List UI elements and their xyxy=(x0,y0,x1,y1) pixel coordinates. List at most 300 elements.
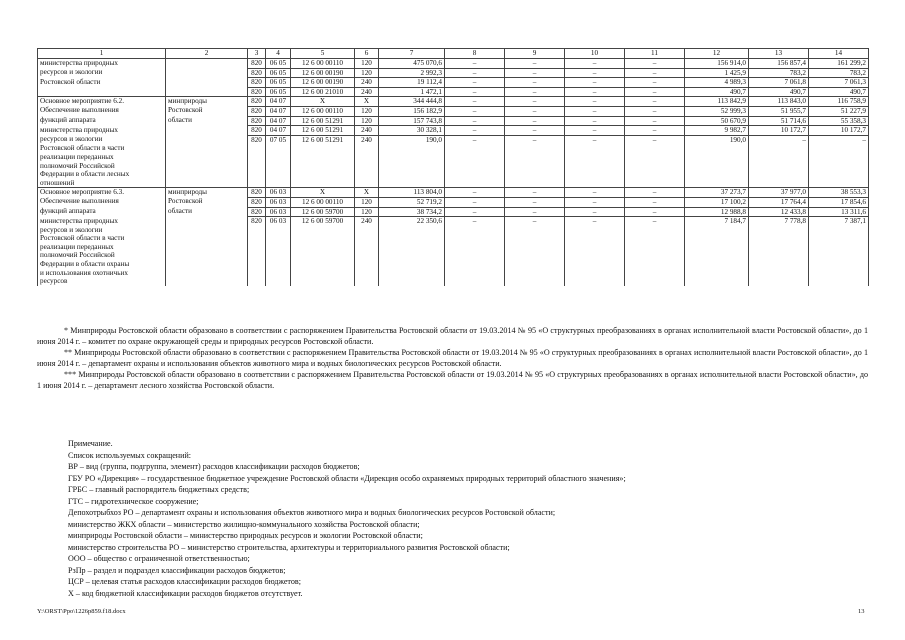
empty-cell xyxy=(625,251,685,260)
empty-cell xyxy=(266,277,291,286)
cell-c13: 783,2 xyxy=(749,68,809,78)
cell-c13: 37 977,0 xyxy=(749,188,809,198)
column-header: 4 xyxy=(266,49,291,59)
cell-c10: – xyxy=(565,116,625,126)
empty-cell xyxy=(266,144,291,153)
abbreviation-item: ООО – общество с ограниченной ответственностью; xyxy=(68,554,250,563)
empty-cell xyxy=(625,179,685,188)
cell-c12: 1 425,9 xyxy=(685,68,749,78)
empty-cell xyxy=(355,234,379,243)
empty-cell xyxy=(166,251,248,260)
row-name-cell: министерства природных xyxy=(38,217,166,226)
empty-cell xyxy=(379,251,445,260)
cell-c4: 06 03 xyxy=(266,188,291,198)
footnotes xyxy=(37,326,868,391)
empty-cell xyxy=(166,144,248,153)
cell-c7: 475 070,6 xyxy=(379,59,445,69)
empty-cell xyxy=(749,251,809,260)
empty-cell xyxy=(809,277,869,286)
empty-cell xyxy=(291,170,355,179)
cell-c8: – xyxy=(445,106,505,116)
empty-cell xyxy=(505,144,565,153)
empty-cell xyxy=(166,170,248,179)
table-row-continuation xyxy=(38,277,869,286)
empty-cell xyxy=(505,251,565,260)
empty-cell xyxy=(166,234,248,243)
empty-cell xyxy=(248,162,266,171)
note-heading: Примечание. xyxy=(68,439,113,448)
cell-c4: 06 03 xyxy=(266,197,291,207)
empty-cell xyxy=(291,144,355,153)
cell-c12: 4 989,3 xyxy=(685,78,749,88)
cell-c13: 51 955,7 xyxy=(749,106,809,116)
cell-c14: 10 172,7 xyxy=(809,126,869,136)
cell-c8: – xyxy=(445,135,505,144)
cell-c4: 07 05 xyxy=(266,135,291,144)
empty-cell xyxy=(291,162,355,171)
empty-cell xyxy=(266,234,291,243)
column-header: 9 xyxy=(505,49,565,59)
cell-c13: 7 061,8 xyxy=(749,78,809,88)
column-header: 1 xyxy=(38,49,166,59)
table-row xyxy=(38,78,869,88)
cell-c6: 120 xyxy=(355,59,379,69)
cell-c3: 820 xyxy=(248,97,266,107)
empty-cell xyxy=(445,179,505,188)
empty-cell xyxy=(505,243,565,252)
empty-cell xyxy=(291,269,355,278)
cell-c9: – xyxy=(505,97,565,107)
empty-cell xyxy=(248,260,266,269)
empty-cell xyxy=(166,277,248,286)
cell-c13: 12 433,8 xyxy=(749,207,809,217)
column-header: 14 xyxy=(809,49,869,59)
empty-cell xyxy=(809,162,869,171)
table-row-continuation xyxy=(38,243,869,252)
empty-cell xyxy=(809,260,869,269)
empty-cell xyxy=(505,162,565,171)
cell-c14: 13 311,6 xyxy=(809,207,869,217)
column-header: 3 xyxy=(248,49,266,59)
empty-cell xyxy=(266,251,291,260)
cell-c10: – xyxy=(565,106,625,116)
empty-cell xyxy=(809,234,869,243)
cell-c7: 157 743,8 xyxy=(379,116,445,126)
empty-cell xyxy=(685,153,749,162)
cell-c13: 51 714,6 xyxy=(749,116,809,126)
empty-cell xyxy=(266,179,291,188)
cell-c11: – xyxy=(625,135,685,144)
cell-c13: 490,7 xyxy=(749,87,809,97)
empty-cell xyxy=(749,226,809,235)
cell-c5: 12 6 00 00110 xyxy=(291,106,355,116)
empty-cell xyxy=(685,243,749,252)
cell-c5: 12 6 00 00110 xyxy=(291,59,355,69)
empty-cell xyxy=(379,179,445,188)
row-org-cell: области xyxy=(166,207,248,217)
cell-c9: – xyxy=(505,116,565,126)
empty-cell xyxy=(166,243,248,252)
empty-cell xyxy=(266,269,291,278)
empty-cell xyxy=(749,269,809,278)
cell-c8: – xyxy=(445,188,505,198)
table-row xyxy=(38,116,869,126)
cell-c12: 7 184,7 xyxy=(685,217,749,226)
cell-c9: – xyxy=(505,135,565,144)
empty-cell xyxy=(565,153,625,162)
table-row xyxy=(38,97,869,107)
empty-cell xyxy=(445,170,505,179)
row-org-cell xyxy=(166,217,248,226)
table-row xyxy=(38,197,869,207)
cell-c3: 820 xyxy=(248,78,266,88)
empty-cell xyxy=(445,162,505,171)
cell-c8: – xyxy=(445,197,505,207)
row-name-cell: министерства природных xyxy=(38,59,166,69)
empty-cell xyxy=(809,226,869,235)
cell-c11: – xyxy=(625,87,685,97)
cell-c5: 12 6 00 51291 xyxy=(291,116,355,126)
empty-cell xyxy=(565,251,625,260)
cell-c11: – xyxy=(625,59,685,69)
empty-cell xyxy=(749,179,809,188)
document-path: Y:\ORST\Ppo\1226p859.f18.docx xyxy=(37,608,126,615)
empty-cell xyxy=(166,153,248,162)
abbreviation-item: министерство ЖКХ области – министерство жилищно-коммунального хозяйства Ростовской области; xyxy=(68,519,420,529)
cell-c3: 820 xyxy=(248,68,266,78)
empty-cell xyxy=(505,226,565,235)
empty-cell xyxy=(809,243,869,252)
row-name-cell: Ростовской области в части xyxy=(38,234,166,243)
empty-cell xyxy=(248,251,266,260)
empty-cell xyxy=(445,153,505,162)
row-name-cell: Федерации в области охраны xyxy=(38,260,166,269)
empty-cell xyxy=(266,260,291,269)
row-name-cell: реализации переданных xyxy=(38,243,166,252)
empty-cell xyxy=(505,179,565,188)
cell-c5: Х xyxy=(291,188,355,198)
cell-c7: 156 182,9 xyxy=(379,106,445,116)
cell-c13: – xyxy=(749,135,809,144)
cell-c10: – xyxy=(565,126,625,136)
empty-cell xyxy=(355,170,379,179)
empty-cell xyxy=(809,170,869,179)
empty-cell xyxy=(379,144,445,153)
empty-cell xyxy=(291,260,355,269)
table-row xyxy=(38,68,869,78)
empty-cell xyxy=(166,269,248,278)
cell-c10: – xyxy=(565,59,625,69)
cell-c8: – xyxy=(445,87,505,97)
empty-cell xyxy=(749,162,809,171)
cell-c12: 490,7 xyxy=(685,87,749,97)
empty-cell xyxy=(445,144,505,153)
table-row xyxy=(38,87,869,97)
row-name-cell: ресурсов и экологии xyxy=(38,226,166,235)
cell-c7: 19 112,4 xyxy=(379,78,445,88)
cell-c8: – xyxy=(445,207,505,217)
abbreviation-item: Депохотрыбхоз РО – департамент охраны и использования объектов животного мира и водных биологических ресурсов Ростовской области; xyxy=(68,508,556,517)
column-header: 10 xyxy=(565,49,625,59)
empty-cell xyxy=(291,226,355,235)
budget-table xyxy=(37,48,869,286)
cell-c5: Х xyxy=(291,97,355,107)
empty-cell xyxy=(749,153,809,162)
empty-cell xyxy=(565,170,625,179)
cell-c3: 820 xyxy=(248,59,266,69)
cell-c6: 120 xyxy=(355,68,379,78)
cell-c13: 113 843,0 xyxy=(749,97,809,107)
abbreviation-item: РзПр – раздел и подраздел классификации расходов бюджетов; xyxy=(68,565,286,575)
page-number: 13 xyxy=(858,608,865,615)
table-row xyxy=(38,207,869,217)
cell-c10: – xyxy=(565,68,625,78)
cell-c4: 06 03 xyxy=(266,207,291,217)
cell-c8: – xyxy=(445,59,505,69)
cell-c6: 240 xyxy=(355,78,379,88)
empty-cell xyxy=(355,260,379,269)
cell-c11: – xyxy=(625,207,685,217)
cell-c14: 783,2 xyxy=(809,68,869,78)
empty-cell xyxy=(248,234,266,243)
empty-cell xyxy=(749,260,809,269)
empty-cell xyxy=(355,153,379,162)
footnote-1: * Минприроды Ростовской области образовано в соответствии с распоряжением Правительства Ростовской области от 19.03.2014 № 95 «О структурных преобразованиях в органах исполнительной власти Ростовской области», до 1 июня 2014 г. – комитет по охране окружающей среды и природных ресурсов Ростовской области. xyxy=(37,326,868,346)
cell-c4: 04 07 xyxy=(266,106,291,116)
cell-c14: 490,7 xyxy=(809,87,869,97)
empty-cell xyxy=(355,144,379,153)
table-row-continuation xyxy=(38,162,869,171)
row-name-cell: отношений xyxy=(38,179,166,188)
empty-cell xyxy=(291,234,355,243)
empty-cell xyxy=(379,260,445,269)
cell-c7: 1 472,1 xyxy=(379,87,445,97)
cell-c7: 30 328,1 xyxy=(379,126,445,136)
empty-cell xyxy=(355,179,379,188)
table-row-continuation xyxy=(38,269,869,278)
empty-cell xyxy=(809,251,869,260)
row-name-cell: реализации переданных xyxy=(38,153,166,162)
row-org-cell xyxy=(166,87,248,97)
cell-c3: 820 xyxy=(248,188,266,198)
empty-cell xyxy=(266,162,291,171)
cell-c7: 344 444,8 xyxy=(379,97,445,107)
empty-cell xyxy=(166,260,248,269)
empty-cell xyxy=(445,277,505,286)
cell-c7: 2 992,3 xyxy=(379,68,445,78)
cell-c12: 50 670,9 xyxy=(685,116,749,126)
empty-cell xyxy=(685,162,749,171)
cell-c4: 04 07 xyxy=(266,116,291,126)
empty-cell xyxy=(625,170,685,179)
cell-c3: 820 xyxy=(248,87,266,97)
cell-c14: 55 358,3 xyxy=(809,116,869,126)
empty-cell xyxy=(266,226,291,235)
cell-c4: 06 05 xyxy=(266,59,291,69)
empty-cell xyxy=(266,170,291,179)
cell-c9: – xyxy=(505,87,565,97)
empty-cell xyxy=(505,170,565,179)
cell-c11: – xyxy=(625,126,685,136)
table-row-continuation xyxy=(38,153,869,162)
empty-cell xyxy=(505,277,565,286)
empty-cell xyxy=(248,226,266,235)
cell-c4: 06 05 xyxy=(266,87,291,97)
row-name-cell: Основное мероприятие 6.3. xyxy=(38,188,166,198)
empty-cell xyxy=(379,234,445,243)
row-name-cell: Ростовской области в части xyxy=(38,144,166,153)
empty-cell xyxy=(248,144,266,153)
empty-cell xyxy=(685,251,749,260)
table-row xyxy=(38,106,869,116)
cell-c4: 04 07 xyxy=(266,97,291,107)
row-name-cell: полномочий Российской xyxy=(38,162,166,171)
table-row-continuation xyxy=(38,234,869,243)
cell-c6: Х xyxy=(355,188,379,198)
empty-cell xyxy=(685,260,749,269)
row-org-cell xyxy=(166,126,248,136)
empty-cell xyxy=(625,269,685,278)
empty-cell xyxy=(266,243,291,252)
cell-c5: 12 6 00 51291 xyxy=(291,135,355,144)
empty-cell xyxy=(379,277,445,286)
empty-cell xyxy=(248,243,266,252)
cell-c3: 820 xyxy=(248,197,266,207)
cell-c10: – xyxy=(565,78,625,88)
abbreviation-item: ЦСР – целевая статья расходов классификации расходов бюджетов; xyxy=(68,577,301,586)
cell-c14: 17 854,6 xyxy=(809,197,869,207)
empty-cell xyxy=(505,153,565,162)
column-header: 2 xyxy=(166,49,248,59)
empty-cell xyxy=(505,269,565,278)
row-org-cell xyxy=(166,68,248,78)
table-row xyxy=(38,217,869,226)
empty-cell xyxy=(685,144,749,153)
cell-c4: 04 07 xyxy=(266,126,291,136)
empty-cell xyxy=(809,153,869,162)
empty-cell xyxy=(625,162,685,171)
cell-c6: 240 xyxy=(355,87,379,97)
cell-c6: 240 xyxy=(355,126,379,136)
cell-c10: – xyxy=(565,217,625,226)
cell-c11: – xyxy=(625,217,685,226)
empty-cell xyxy=(565,162,625,171)
row-name-cell: министерства природных xyxy=(38,126,166,136)
row-org-cell: минприроды xyxy=(166,188,248,198)
empty-cell xyxy=(355,251,379,260)
row-name-cell: Ростовской области xyxy=(38,78,166,88)
empty-cell xyxy=(685,179,749,188)
empty-cell xyxy=(248,277,266,286)
cell-c12: 12 988,8 xyxy=(685,207,749,217)
abbreviation-item: минприроды Ростовской области – министерство природных ресурсов и экологии Ростовской области; xyxy=(68,531,423,540)
empty-cell xyxy=(166,162,248,171)
cell-c9: – xyxy=(505,126,565,136)
row-name-cell: ресурсов xyxy=(38,277,166,286)
cell-c11: – xyxy=(625,68,685,78)
cell-c6: 120 xyxy=(355,197,379,207)
row-name-cell: Основное мероприятие 6.2. xyxy=(38,97,166,107)
empty-cell xyxy=(625,153,685,162)
cell-c9: – xyxy=(505,78,565,88)
empty-cell xyxy=(355,162,379,171)
empty-cell xyxy=(379,153,445,162)
empty-cell xyxy=(625,226,685,235)
table-row-continuation xyxy=(38,260,869,269)
empty-cell xyxy=(379,226,445,235)
empty-cell xyxy=(291,179,355,188)
cell-c6: 120 xyxy=(355,106,379,116)
cell-c14: 38 553,3 xyxy=(809,188,869,198)
cell-c9: – xyxy=(505,106,565,116)
empty-cell xyxy=(248,170,266,179)
empty-cell xyxy=(291,243,355,252)
empty-cell xyxy=(809,144,869,153)
column-header: 11 xyxy=(625,49,685,59)
cell-c4: 06 03 xyxy=(266,217,291,226)
cell-c4: 06 05 xyxy=(266,68,291,78)
cell-c5: 12 6 00 59700 xyxy=(291,217,355,226)
row-org-cell: минприроды xyxy=(166,97,248,107)
cell-c8: – xyxy=(445,78,505,88)
row-name-cell: и использования охотничьих xyxy=(38,269,166,278)
empty-cell xyxy=(565,243,625,252)
cell-c11: – xyxy=(625,97,685,107)
cell-c10: – xyxy=(565,135,625,144)
cell-c7: 190,0 xyxy=(379,135,445,144)
cell-c9: – xyxy=(505,197,565,207)
cell-c11: – xyxy=(625,106,685,116)
empty-cell xyxy=(445,260,505,269)
abbreviation-item: министерство строительства РО – министерство строительства, архитектуры и территориального развития Ростовской области; xyxy=(68,542,510,552)
empty-cell xyxy=(685,269,749,278)
cell-c12: 113 842,9 xyxy=(685,97,749,107)
cell-c4: 06 05 xyxy=(266,78,291,88)
empty-cell xyxy=(685,234,749,243)
column-header: 12 xyxy=(685,49,749,59)
cell-c6: 240 xyxy=(355,217,379,226)
row-name-cell: Федерации в области лесных xyxy=(38,170,166,179)
row-name-cell: ресурсов и экологии xyxy=(38,135,166,144)
empty-cell xyxy=(749,277,809,286)
cell-c8: – xyxy=(445,97,505,107)
cell-c5: 12 6 00 00190 xyxy=(291,68,355,78)
empty-cell xyxy=(379,243,445,252)
empty-cell xyxy=(565,144,625,153)
row-org-cell xyxy=(166,135,248,144)
cell-c14: 7 061,3 xyxy=(809,78,869,88)
empty-cell xyxy=(355,243,379,252)
empty-cell xyxy=(248,179,266,188)
cell-c3: 820 xyxy=(248,207,266,217)
table-row-continuation xyxy=(38,226,869,235)
cell-c13: 10 172,7 xyxy=(749,126,809,136)
empty-cell xyxy=(565,269,625,278)
cell-c14: 7 387,1 xyxy=(809,217,869,226)
cell-c7: 22 350,6 xyxy=(379,217,445,226)
table-header-row xyxy=(38,49,869,59)
cell-c9: – xyxy=(505,188,565,198)
empty-cell xyxy=(379,170,445,179)
cell-c6: 120 xyxy=(355,207,379,217)
cell-c14: 51 227,9 xyxy=(809,106,869,116)
row-name-cell: функций аппарата xyxy=(38,116,166,126)
empty-cell xyxy=(445,269,505,278)
row-name-cell: функций аппарата xyxy=(38,207,166,217)
abbreviation-item: Х – код бюджетной классификации расходов бюджетов отсутствует. xyxy=(68,588,303,598)
row-name-cell: полномочий Российской xyxy=(38,251,166,260)
empty-cell xyxy=(625,243,685,252)
